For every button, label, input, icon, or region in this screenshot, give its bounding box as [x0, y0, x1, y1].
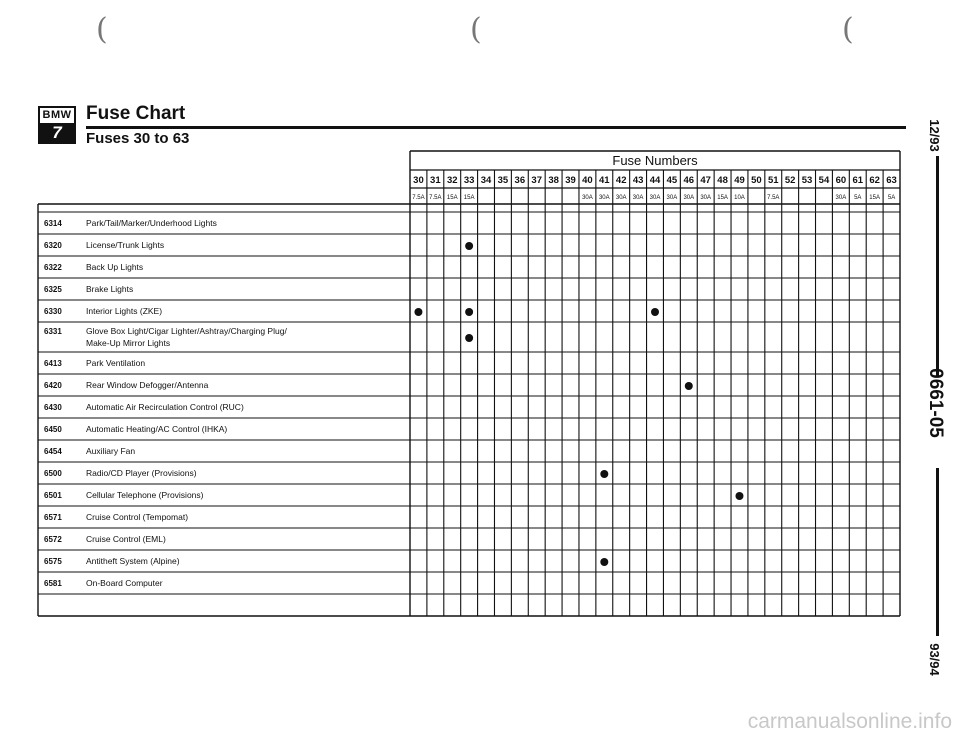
fuse-number-label: 61: [852, 175, 864, 186]
page-subtitle: Fuses 30 to 63: [86, 130, 190, 147]
row-code: 6501: [44, 491, 62, 500]
fuse-amp-label: 30A: [835, 195, 847, 201]
fuse-number-label: 49: [734, 175, 745, 186]
fuse-number-label: 34: [480, 175, 492, 186]
row-code: 6581: [44, 579, 62, 588]
fuse-number-label: 36: [514, 175, 526, 186]
fuse-amp-label: 30A: [615, 195, 627, 201]
row-description: Automatic Heating/AC Control (IHKA): [86, 424, 228, 434]
row-description: Make-Up Mirror Lights: [86, 338, 171, 348]
row-description: Auxiliary Fan: [86, 446, 136, 456]
side-rule-1: [936, 156, 939, 376]
fuse-amp-label: 15A: [446, 195, 458, 201]
row-description: Glove Box Light/Cigar Lighter/Ashtray/Charging Plug/: [86, 326, 287, 336]
row-code: 6500: [44, 469, 62, 478]
row-description: Automatic Air Recirculation Control (RUC): [86, 402, 244, 412]
fuse-number-label: 44: [649, 175, 661, 186]
fuse-number-label: 46: [683, 175, 695, 186]
row-code: 6320: [44, 241, 62, 250]
row-description: Cellular Telephone (Provisions): [86, 490, 204, 500]
fuse-number-label: 52: [784, 175, 796, 186]
row-code: 6331: [44, 327, 62, 336]
fuse-number-label: 41: [599, 175, 610, 186]
watermark: carmanualsonline.info: [747, 710, 952, 733]
fuse-usage-dot: [465, 242, 473, 250]
fuse-number-label: 50: [751, 175, 762, 186]
fuse-number-label: 51: [767, 175, 779, 186]
fuse-number-label: 30: [413, 175, 424, 186]
page-mark-left: (: [96, 12, 108, 47]
fuse-number-label: 42: [615, 175, 627, 186]
row-description: Cruise Control (EML): [86, 534, 166, 544]
page-sidebar: [922, 108, 952, 693]
fuse-amp-label: 30A: [632, 195, 644, 201]
side-rule-2: [936, 468, 939, 636]
side-doc-code: 0661-05: [924, 368, 946, 438]
fuse-usage-dot: [465, 308, 473, 316]
row-code: 6330: [44, 307, 62, 316]
fuse-amp-label: 7.5A: [412, 195, 425, 201]
page-mark-right: (: [842, 12, 854, 47]
fuse-amp-label: 7.5A: [767, 195, 780, 201]
logo-top-text: BMW: [40, 108, 74, 123]
row-code: 6454: [44, 447, 62, 456]
fuse-number-label: 32: [446, 175, 458, 186]
fuse-amp-label: 30A: [598, 195, 610, 201]
fuse-number-label: 43: [632, 175, 644, 186]
fuse-number-label: 37: [531, 175, 543, 186]
fuse-amp-label: 5A: [854, 195, 862, 201]
fuse-usage-dot: [414, 308, 422, 316]
row-code: 6572: [44, 535, 62, 544]
fuse-usage-dot: [465, 334, 473, 342]
row-code: 6575: [44, 557, 62, 566]
fuse-number-label: 47: [700, 175, 711, 186]
fuse-number-label: 63: [886, 175, 897, 186]
row-code: 6413: [44, 359, 62, 368]
fuse-amp-label: 30A: [683, 195, 695, 201]
row-code: 6322: [44, 263, 62, 272]
fuse-amp-label: 15A: [717, 195, 728, 201]
fuse-usage-dot: [651, 308, 659, 316]
fuse-numbers-header: Fuse Numbers: [612, 153, 698, 168]
row-description: Park Ventilation: [86, 358, 146, 368]
row-description: Back Up Lights: [86, 262, 144, 272]
fuse-usage-dot: [600, 470, 608, 478]
fuse-number-label: 35: [497, 175, 509, 186]
fuse-usage-dot: [735, 492, 743, 500]
row-description: Park/Tail/Marker/Underhood Lights: [86, 218, 217, 228]
fuse-usage-dot: [685, 382, 693, 390]
row-description: On-Board Computer: [86, 578, 163, 588]
fuse-number-label: 40: [582, 175, 593, 186]
fuse-amp-label: 5A: [887, 195, 896, 201]
row-description: Antitheft System (Alpine): [86, 556, 180, 566]
fuse-amp-label: 7.5A: [429, 195, 442, 201]
row-code: 6314: [44, 219, 62, 228]
fuse-amp-label: 15A: [463, 195, 475, 201]
fuse-number-label: 38: [548, 175, 559, 186]
row-code: 6420: [44, 381, 62, 390]
fuse-number-label: 54: [818, 175, 830, 186]
fuse-amp-label: 10A: [734, 195, 745, 201]
fuse-number-label: 62: [869, 175, 880, 186]
fuse-number-label: 45: [666, 175, 678, 186]
fuse-amp-label: 30A: [582, 195, 593, 201]
row-code: 6430: [44, 403, 62, 412]
row-code: 6325: [44, 285, 62, 294]
side-date-bottom: 93/94: [926, 643, 942, 676]
row-code: 6571: [44, 513, 62, 522]
fuse-number-label: 33: [463, 175, 475, 186]
row-description: Brake Lights: [86, 284, 134, 294]
fuse-number-label: 31: [430, 175, 441, 186]
page-title: Fuse Chart: [86, 103, 186, 124]
row-description: License/Trunk Lights: [86, 240, 165, 250]
side-date-top: 12/93: [926, 119, 942, 152]
fuse-number-label: 60: [835, 175, 847, 186]
fuse-amp-label: 30A: [700, 195, 712, 201]
fuse-number-label: 48: [717, 175, 728, 186]
row-description: Rear Window Defogger/Antenna: [86, 380, 209, 390]
fuse-usage-dot: [600, 558, 608, 566]
logo-bottom-text: 7: [40, 123, 74, 142]
fuse-amp-label: 15A: [869, 195, 880, 201]
page-mark-center: (: [470, 12, 482, 47]
row-description: Interior Lights (ZKE): [86, 306, 163, 316]
fuse-amp-label: 30A: [666, 195, 678, 201]
fuse-number-label: 39: [565, 175, 576, 186]
row-description: Cruise Control (Tempomat): [86, 512, 189, 522]
row-description: Radio/CD Player (Provisions): [86, 468, 197, 478]
fuse-number-label: 53: [801, 175, 813, 186]
row-code: 6450: [44, 425, 62, 434]
fuse-amp-label: 30A: [649, 195, 661, 201]
